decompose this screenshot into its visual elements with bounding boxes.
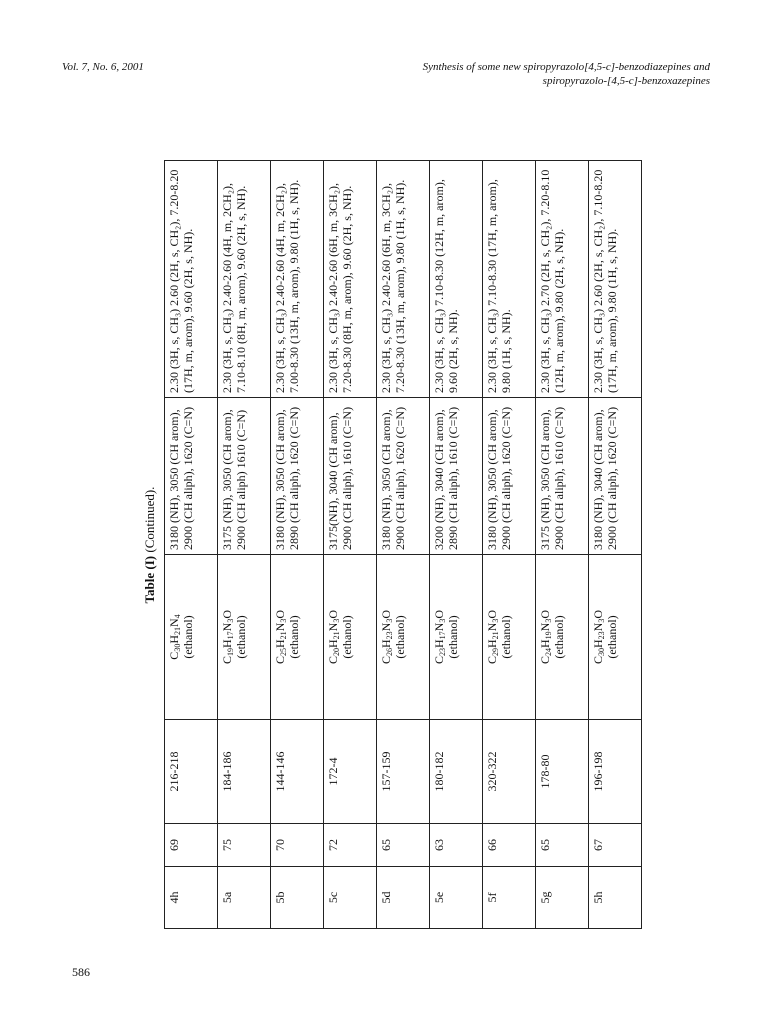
formula-element: O (591, 609, 605, 619)
solvent-label: (ethanol) (446, 615, 460, 659)
formula-subscript: 3 (226, 618, 235, 623)
formula-element: O (220, 609, 234, 619)
formula-subscript: 23 (597, 631, 606, 640)
formula-cell (324, 555, 377, 720)
formula-subscript: 29 (491, 648, 500, 656)
formula-cell (589, 555, 642, 720)
formula-element: N (326, 622, 340, 632)
formula-cell (377, 555, 430, 720)
table-row (430, 161, 483, 929)
formula-element: N (220, 622, 234, 632)
formula-element: N (167, 618, 181, 627)
formula-subscript: 21 (173, 627, 182, 635)
compound-cell: 5e (430, 867, 483, 929)
formula-element: H (167, 635, 181, 644)
formula-subscript: 20 (332, 648, 341, 656)
nmr-cell: 2.30 (3H, s, CH₃) 2.40-2.60 (4H, m, 2CH₂), 7.10-8.10 (8H, m, arom), 9.60 (2H, s, NH). (218, 161, 271, 398)
formula-cell (430, 555, 483, 720)
yield-cell: 72 (324, 824, 377, 867)
formula-element: C (485, 656, 499, 665)
table-caption-text: (Continued). (142, 486, 157, 556)
compound-cell: 4h (165, 867, 218, 929)
nmr-cell: 2.30 (3H, s, CH₃) 2.60 (2H, s, CH₂), 7.20-8.20 (17H, m, arom), 9.60 (2H, s, NH). (165, 161, 218, 398)
formula-element: O (485, 609, 499, 619)
formula-subscript: 30 (173, 643, 182, 652)
ir-cell: 3180 (NH), 3050 (CH arom), 2890 (CH aliph), 1620 (C=N) (271, 398, 324, 555)
table-caption-label: Table (I) (142, 555, 157, 604)
table-row (536, 161, 589, 929)
molecular-formula (591, 559, 605, 715)
mp-cell: 196-198 (589, 720, 642, 824)
table-row (324, 161, 377, 929)
running-header-left: Vol. 7, No. 6, 2001 (62, 61, 144, 73)
solvent-label: (ethanol) (605, 615, 619, 659)
nmr-cell: 2.30 (3H, s, CH₃) 7.10-8.30 (12H, m, arom), 9.60 (2H, s, NH). (430, 161, 483, 398)
yield-cell: 66 (483, 824, 536, 867)
mp-cell: 144-146 (271, 720, 324, 824)
compound-cell: 5b (271, 867, 324, 929)
formula-subscript: 17 (226, 631, 235, 640)
formula-subscript: 3 (544, 618, 553, 623)
formula-cell (165, 555, 218, 720)
molecular-formula (167, 559, 181, 715)
ir-cell: 3180 (NH), 3050 (CH arom), 2900 (CH aliph), 1620 (C=N) (165, 398, 218, 555)
mp-cell: 320-322 (483, 720, 536, 824)
formula-element: H (220, 639, 234, 648)
formula-element: N (379, 622, 393, 632)
mp-cell: 216-218 (165, 720, 218, 824)
nmr-cell: 2.30 (3H, s, CH₃) 2.40-2.60 (6H, m, 3CH₂), 7.20-8.30 (13H, m, arom), 9.80 (1H, s, NH). (377, 161, 430, 398)
molecular-formula (432, 559, 446, 715)
formula-subscript: 26 (385, 648, 394, 656)
compound-cell: 5g (536, 867, 589, 929)
formula-subscript: 23 (438, 648, 447, 656)
formula-element: H (538, 639, 552, 648)
formula-element: N (591, 622, 605, 632)
compound-cell: 5h (589, 867, 642, 929)
formula-subscript: 3 (279, 618, 288, 623)
yield-cell: 75 (218, 824, 271, 867)
formula-subscript: 25 (279, 648, 288, 656)
ir-cell: 3175 (NH), 3050 (CH arom), 2900 (CH aliph), 1610 (C=N) (536, 398, 589, 555)
formula-subscript: 23 (385, 631, 394, 640)
ir-cell: 3200 (NH), 3040 (CH arom), 2890 (CH aliph), 1610 (C=N) (430, 398, 483, 555)
formula-cell (536, 555, 589, 720)
formula-subscript: 3 (438, 618, 447, 623)
molecular-formula (220, 559, 234, 715)
formula-element: O (432, 609, 446, 619)
formula-element: O (379, 609, 393, 619)
nmr-cell: 2.30 (3H, s, CH₃) 7.10-8.30 (17H, m, arom), 9.80 (1H, s, NH). (483, 161, 536, 398)
yield-cell: 69 (165, 824, 218, 867)
solvent-label: (ethanol) (181, 615, 195, 659)
formula-element: C (220, 656, 234, 665)
table-row (589, 161, 642, 929)
formula-cell (483, 555, 536, 720)
ir-cell: 3175 (NH), 3050 (CH arom), 2900 (CH aliph) 1610 (C=N) (218, 398, 271, 555)
solvent-label: (ethanol) (287, 615, 301, 659)
formula-element: O (538, 609, 552, 619)
formula-element: H (591, 639, 605, 648)
table-row (483, 161, 536, 929)
running-header-right-line2: spiropyrazolo-[4,5-c]-benzoxazepines (542, 75, 710, 87)
table-row (218, 161, 271, 929)
table-caption (142, 161, 158, 929)
formula-subscript: 17 (438, 631, 447, 640)
formula-element: H (326, 639, 340, 648)
molecular-formula (273, 559, 287, 715)
formula-element: H (432, 639, 446, 648)
solvent-label: (ethanol) (340, 615, 354, 659)
formula-subscript: 19 (226, 648, 235, 656)
compound-cell: 5a (218, 867, 271, 929)
solvent-label: (ethanol) (552, 615, 566, 659)
molecular-formula (379, 559, 393, 715)
molecular-formula (326, 559, 340, 715)
data-table (164, 160, 642, 929)
formula-element: C (591, 656, 605, 665)
formula-subscript: 24 (544, 648, 553, 656)
compound-cell: 5d (377, 867, 430, 929)
formula-element: C (167, 651, 181, 660)
mp-cell: 178-80 (536, 720, 589, 824)
nmr-cell: 2.30 (3H, s, CH₃) 2.40-2.60 (6H, m, 3CH₂), 7.20-8.30 (8H, m, arom), 9.60 (2H, s, NH). (324, 161, 377, 398)
table-row (271, 161, 324, 929)
formula-subscript: 21 (491, 631, 500, 640)
formula-subscript: 30 (597, 648, 606, 656)
mp-cell: 172-4 (324, 720, 377, 824)
formula-element: C (432, 656, 446, 665)
yield-cell: 63 (430, 824, 483, 867)
formula-subscript: 4 (173, 614, 182, 619)
nmr-cell: 2.30 (3H, s, CH₃) 2.70 (2H, s, CH₂), 7.20-8.10 (12H, m, arom), 9.80 (2H, s, NH). (536, 161, 589, 398)
formula-subscript: 21 (279, 631, 288, 640)
formula-subscript: 3 (491, 618, 500, 623)
formula-cell (218, 555, 271, 720)
formula-element: N (273, 622, 287, 632)
compound-cell: 5c (324, 867, 377, 929)
formula-cell (271, 555, 324, 720)
formula-element: N (538, 622, 552, 632)
molecular-formula (485, 559, 499, 715)
nmr-cell: 2.30 (3H, s, CH₃) 2.60 (2H, s, CH₂), 7.10-8.20 (17H, m, arom), 9.80 (1H, s, NH). (589, 161, 642, 398)
mp-cell: 157-159 (377, 720, 430, 824)
running-header-right (423, 60, 710, 88)
yield-cell: 67 (589, 824, 642, 867)
formula-subscript: 3 (332, 618, 341, 623)
formula-element: C (273, 656, 287, 665)
mp-cell: 180-182 (430, 720, 483, 824)
ir-cell: 3180 (NH), 3040 (CH arom), 2900 (CH aliph), 1620 (C=N) (589, 398, 642, 555)
formula-element: H (485, 639, 499, 648)
yield-cell: 65 (377, 824, 430, 867)
molecular-formula (538, 559, 552, 715)
solvent-label: (ethanol) (393, 615, 407, 659)
formula-element: N (485, 622, 499, 632)
formula-element: O (326, 609, 340, 619)
formula-element: C (538, 656, 552, 665)
formula-subscript: 3 (597, 618, 606, 623)
compound-cell: 5f (483, 867, 536, 929)
formula-subscript: 19 (544, 631, 553, 640)
mp-cell: 184-186 (218, 720, 271, 824)
running-header-right-line1: Synthesis of some new spiropyrazolo[4,5-c]-benzodiazepines and (422, 61, 710, 73)
formula-element: O (273, 609, 287, 619)
ir-cell: 3180 (NH), 3050 (CH arom), 2900 (CH aliph), 1620 (C=N) (377, 398, 430, 555)
formula-subscript: 21 (332, 631, 341, 640)
solvent-label: (ethanol) (234, 615, 248, 659)
table-row (377, 161, 430, 929)
rotated-table-block (142, 161, 622, 929)
formula-element: H (273, 639, 287, 648)
ir-cell: 3175(NH), 3040 (CH arom), 2900 (CH aliph), 1610 (C=N) (324, 398, 377, 555)
solvent-label: (ethanol) (499, 615, 513, 659)
formula-element: C (326, 656, 340, 665)
formula-element: H (379, 639, 393, 648)
formula-subscript: 3 (385, 618, 394, 623)
page-number: 586 (72, 965, 90, 979)
nmr-cell: 2.30 (3H, s, CH₃) 2.40-2.60 (4H, m, 2CH₂), 7.00-8.30 (13H, m, arom), 9.80 (1H, s, NH). (271, 161, 324, 398)
formula-element: N (432, 622, 446, 632)
table-row (165, 161, 218, 929)
formula-element: C (379, 656, 393, 665)
yield-cell: 70 (271, 824, 324, 867)
ir-cell: 3180 (NH), 3050 (CH arom), 2900 (CH aliph), 1620 (C=N) (483, 398, 536, 555)
yield-cell: 65 (536, 824, 589, 867)
